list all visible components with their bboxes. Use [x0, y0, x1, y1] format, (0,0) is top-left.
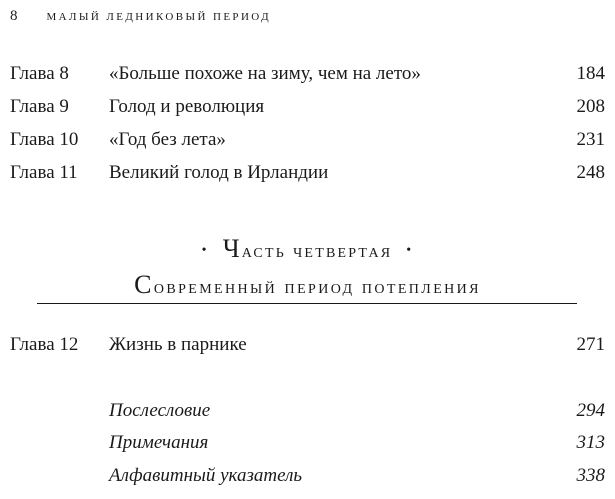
page-reference: 294 — [576, 400, 605, 421]
toc-entry — [10, 129, 605, 155]
part-number: асть четвертая — [241, 240, 393, 262]
page-number: 8 — [10, 8, 18, 24]
part-heading-line1 — [0, 234, 615, 264]
chapter-title: Голод и революция — [109, 96, 265, 117]
chapter-label: Глава 8 — [10, 63, 69, 84]
toc-entry — [10, 162, 605, 188]
chapter-label: Глава 12 — [10, 334, 79, 355]
part-title-initial: С — [134, 270, 154, 299]
chapter-label: Глава 9 — [10, 96, 69, 117]
page-reference: 338 — [576, 465, 605, 486]
back-matter-entry — [10, 432, 605, 458]
back-matter-title: Послесловие — [109, 400, 211, 421]
page-reference: 208 — [576, 96, 605, 117]
chapter-title: Великий голод в Ирландии — [109, 162, 329, 183]
bullet-ornament: • — [406, 243, 414, 258]
chapter-label: Глава 10 — [10, 129, 79, 150]
bullet-ornament: • — [201, 243, 209, 258]
back-matter-entry — [10, 465, 605, 491]
toc-entry — [10, 96, 605, 122]
page-reference: 184 — [576, 63, 605, 84]
chapter-label: Глава 11 — [10, 162, 78, 183]
chapter-title: Жизнь в парнике — [109, 334, 247, 355]
part-title: овременный период потепления — [153, 276, 481, 298]
back-matter-title: Примечания — [109, 432, 209, 453]
page-reference: 313 — [576, 432, 605, 453]
part-heading-rule — [37, 303, 577, 304]
page-reference: 231 — [576, 129, 605, 150]
part-number-initial: Ч — [222, 234, 242, 263]
toc-entry — [10, 334, 605, 360]
page-reference: 271 — [576, 334, 605, 355]
back-matter-entry — [10, 400, 605, 426]
chapter-title: «Год без лета» — [109, 129, 226, 150]
page-reference: 248 — [576, 162, 605, 183]
back-matter-title: Алфавитный указатель — [109, 465, 302, 486]
part-heading-line2 — [0, 270, 615, 300]
running-head-title: МАЛЫЙ ЛЕДНИКОВЫЙ ПЕРИОД — [46, 11, 271, 23]
running-head — [10, 8, 271, 28]
toc-entry — [10, 63, 605, 89]
chapter-title: «Больше похоже на зиму, чем на лето» — [109, 63, 421, 84]
